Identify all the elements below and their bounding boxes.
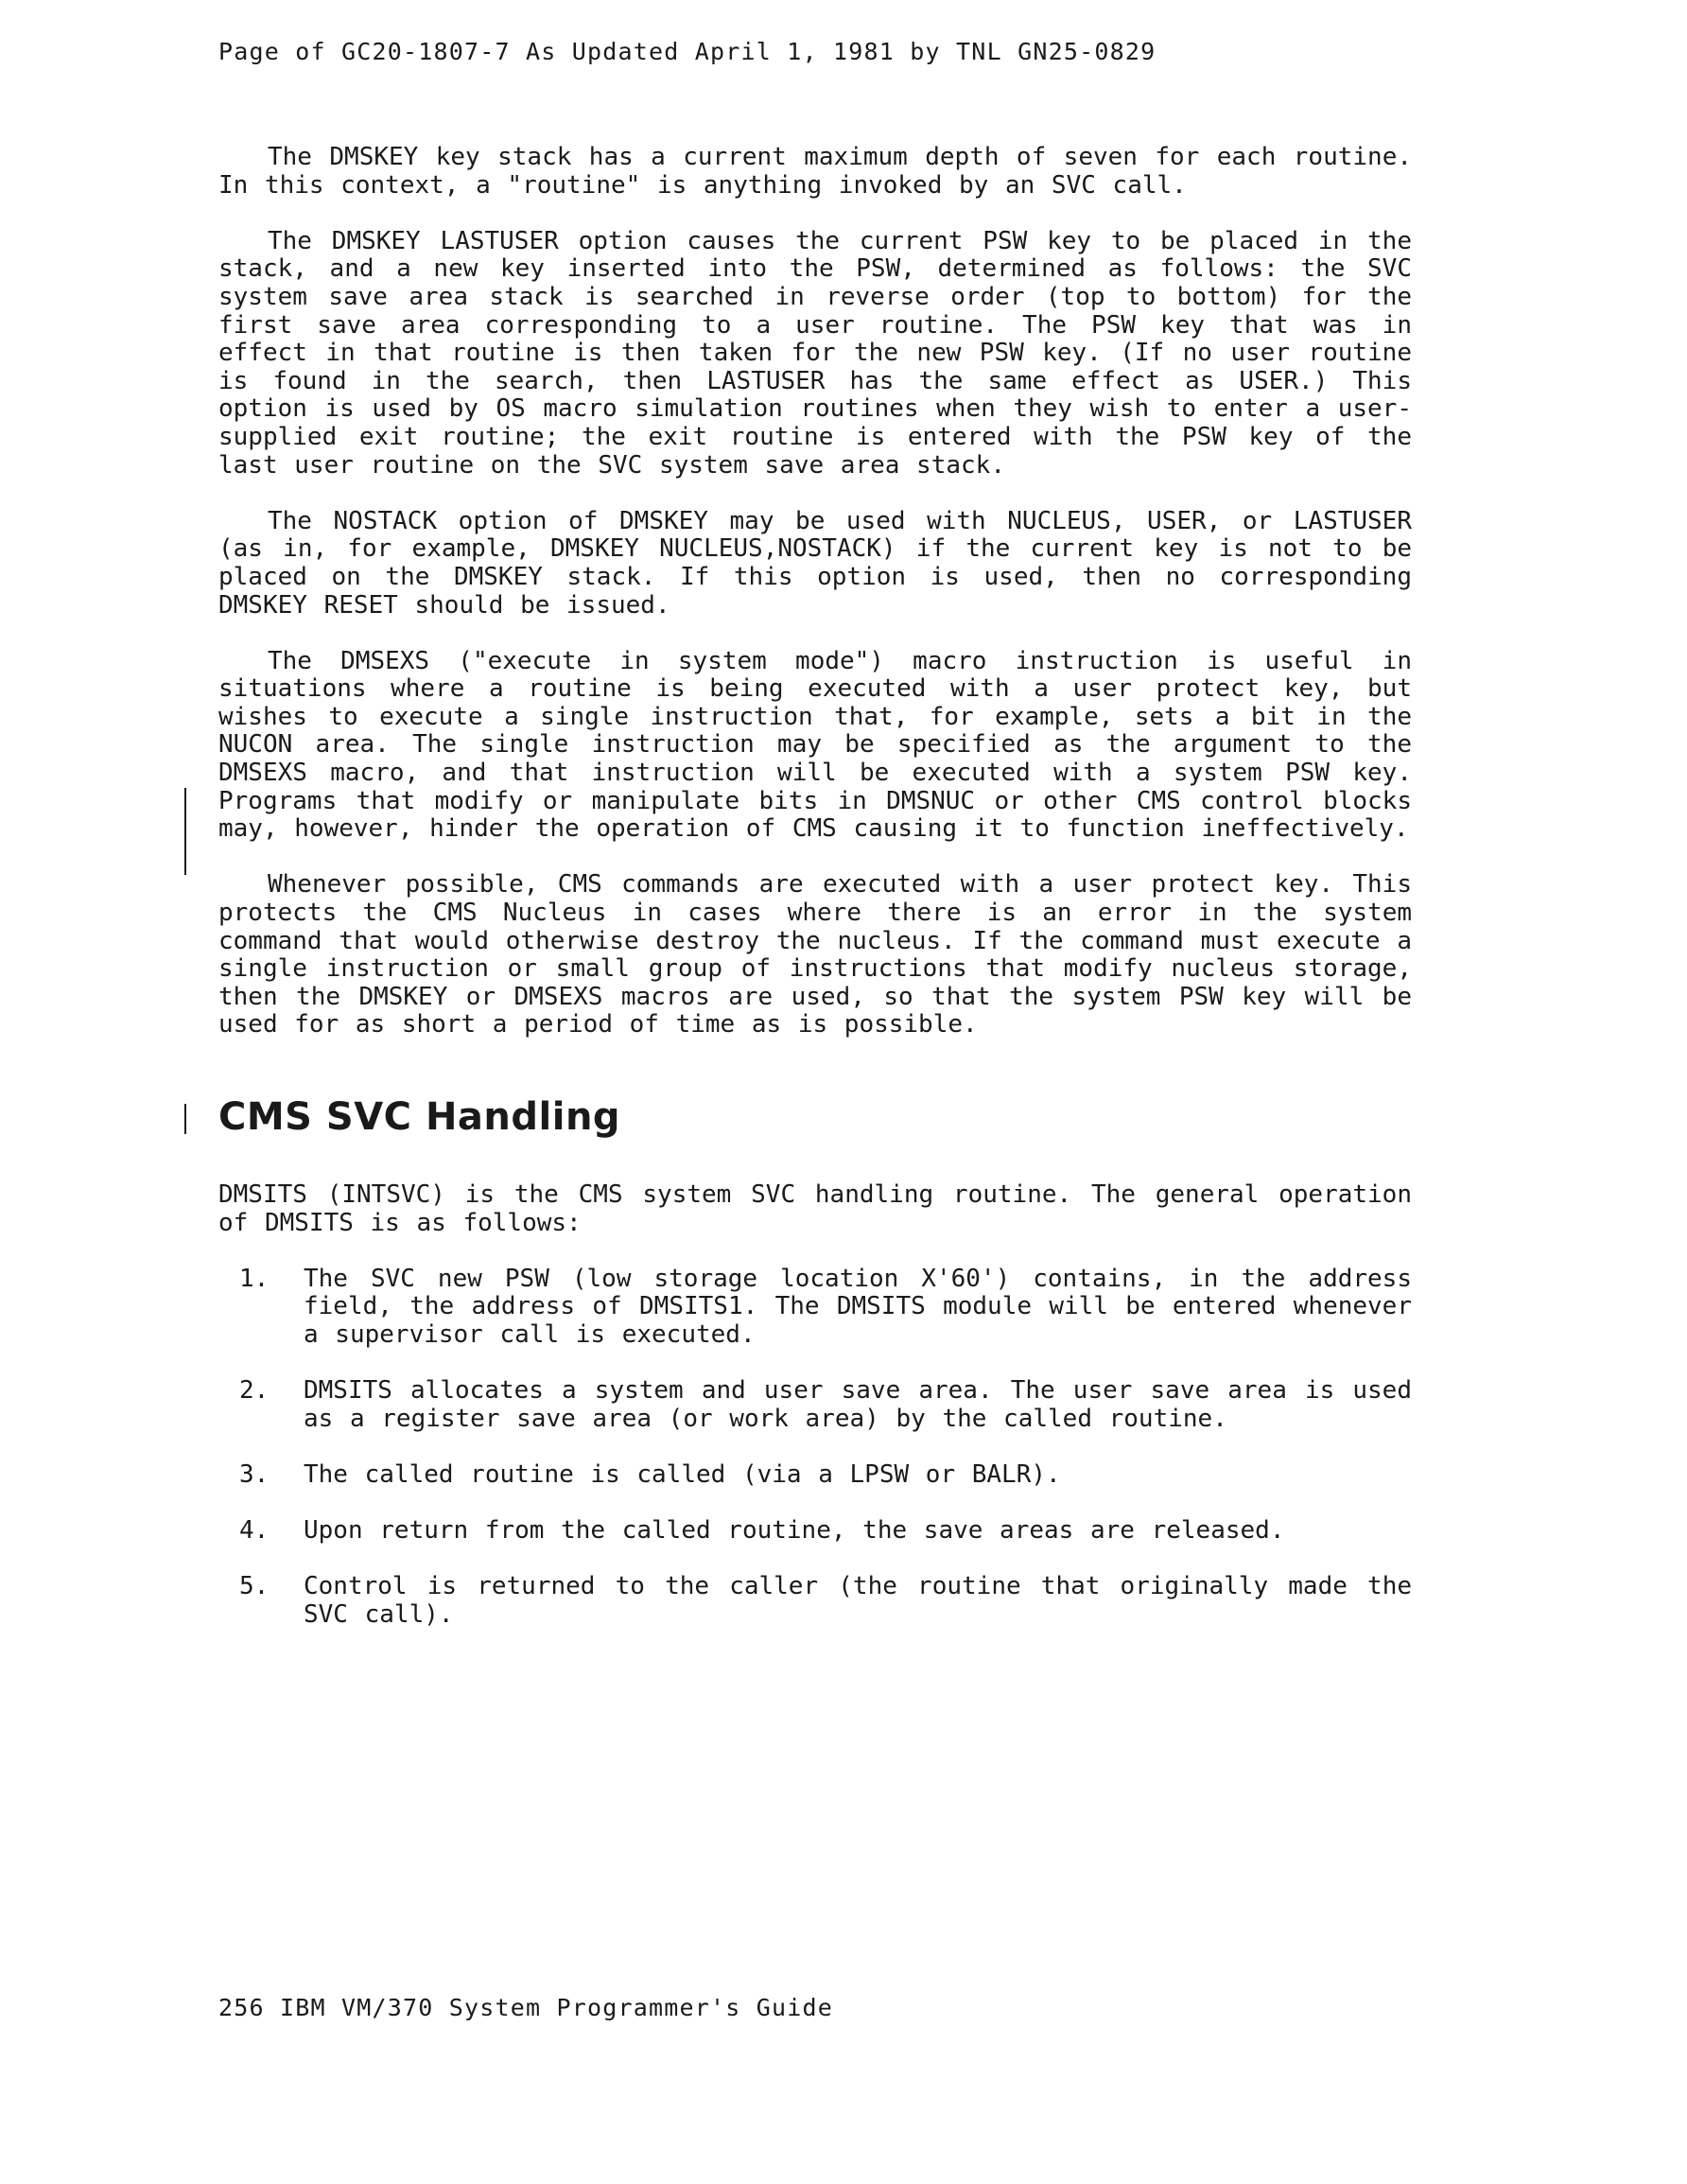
heading-revision-bar <box>184 1104 186 1134</box>
steps-list <box>218 1266 1412 1630</box>
list-item <box>218 1517 1412 1546</box>
paragraph-dmsexs-macro: The DMSEXS ("execute in system mode") macro instruction is useful in situations where a routine is being executed with a user protect key, but wishes to execute a single instruction that, for example, sets a bit in the NUCON area. The single instruction may be specified as the argument to the DMSEXS macro, and that instruction will be executed with a system PSW key. Programs that modify or manipulate bits in DMSNUC or other CMS control blocks may, however, hinder the operation of CMS causing it to function ineffectively. <box>218 646 1412 844</box>
page-footer: 256 IBM VM/370 System Programmer's Guide <box>218 1994 834 2021</box>
list-item <box>218 1377 1412 1433</box>
step-text: The called routine is called (via a LPSW or BALR). <box>304 1459 1061 1489</box>
step-text: Upon return from the called routine, the save areas are released. <box>304 1516 1285 1546</box>
section-intro: DMSITS (INTSVC) is the CMS system SVC handling routine. The general operation of DMSITS is as follows: <box>218 1180 1412 1237</box>
section-heading <box>218 1094 1412 1140</box>
page-header: Page of GC20-1807-7 As Updated April 1, 1981 by TNL GN25-0829 <box>218 38 1157 65</box>
revision-bar <box>184 788 186 875</box>
step-number: 1. <box>239 1264 270 1293</box>
paragraph-user-protect-key: Whenever possible, CMS commands are executed with a user protect key. This protects the CMS Nucleus in cases where there is an error in the system command that would otherwise destroy the nucleus. If the command must execute a single instruction or small group of instructions that modify nucleus storage, then the DMSKEY or DMSEXS macros are used, so that the system PSW key will be used for as short a period of time as is possible. <box>218 870 1412 1040</box>
step-number: 4. <box>239 1516 270 1546</box>
step-text: DMSITS allocates a system and user save area. The user save area is used as a register save area (or work area) by the called routine. <box>304 1376 1412 1433</box>
paragraph-nostack-option: The NOSTACK option of DMSKEY may be used with NUCLEUS, USER, or LASTUSER (as in, for example, DMSKEY NUCLEUS,NOSTACK) if the current key is not to be placed on the DMSKEY stack. If this option is used, then no corresponding DMSKEY RESET should be issued. <box>218 506 1412 620</box>
paragraph-lastuser-option: The DMSKEY LASTUSER option causes the current PSW key to be placed in the stack, and a new key inserted into the PSW, determined as follows: the SVC system save area stack is searched in reverse order (top to bottom) for the first save area corresponding to a user routine. The PSW key that was in effect in that routine is then taken for the new PSW key. (If no user routine is found in the search, then LASTUSER has the same effect as USER.) This option is used by OS macro simulation routines when they wish to enter a user-supplied exit routine; the exit routine is entered with the PSW key of the last user routine on the SVC system save area stack. <box>218 226 1412 480</box>
step-text: The SVC new PSW (low storage location X'60') contains, in the address field, the address of DMSITS1. The DMSITS module will be entered whenever a supervisor call is executed. <box>304 1264 1412 1349</box>
step-number: 5. <box>239 1572 270 1601</box>
revised-paragraph-block <box>218 648 1412 844</box>
step-number: 2. <box>239 1376 270 1406</box>
step-number: 3. <box>239 1459 270 1489</box>
paragraph-key-stack-depth: The DMSKEY key stack has a current maximum depth of seven for each routine. In this context, a "routine" is anything invoked by an SVC call. <box>218 143 1412 200</box>
section-title: CMS SVC Handling <box>218 1095 621 1139</box>
step-text: Control is returned to the caller (the routine that originally made the SVC call). <box>304 1572 1412 1629</box>
list-item <box>218 1461 1412 1490</box>
list-item <box>218 1266 1412 1350</box>
body-text <box>218 144 1412 1657</box>
list-item <box>218 1573 1412 1629</box>
